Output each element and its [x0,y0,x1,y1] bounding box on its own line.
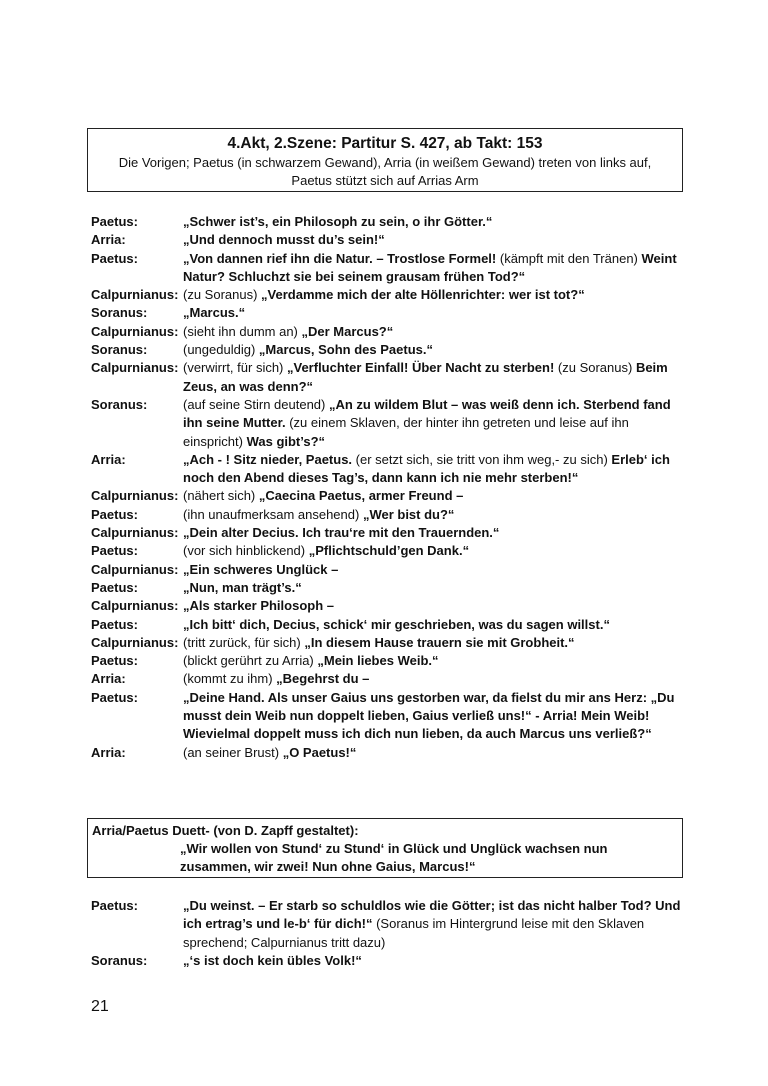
speaker-name: Paetus: [91,543,138,559]
speaker-name: Calpurnianus: [91,287,179,303]
dialogue-line [91,634,691,652]
speaker-name: Paetus: [91,898,138,913]
speaker-name: Paetus: [91,616,138,632]
spoken-text: „Verfluchter Einfall! Über Nacht zu sterben! [287,360,555,376]
speaker-name: Soranus: [91,305,148,321]
line-text [183,524,691,542]
speaker-name: Paetus: [91,579,138,595]
dialogue-line [91,359,691,396]
stage-direction: (auf seine Stirn deutend) [183,396,329,412]
dialogue-line [91,250,691,287]
duet-lyrics: „Wir wollen von Stund‘ zu Stund‘ in Glück und Unglück wachsen nun zusammen, wir zwei! Nun ohne Gaius, Marcus!“ [180,841,608,874]
stage-direction: (blickt gerührt zu Arria) [183,653,318,669]
spoken-text: „Marcus.“ [183,305,246,321]
dialogue-line [91,670,691,688]
speaker-name: Soranus: [91,952,148,968]
line-text [183,579,691,597]
speaker-name: Paetus: [91,506,138,522]
stage-direction: (kämpft mit den Tränen) [496,250,642,266]
speaker-name: Arria: [91,671,126,687]
stage-direction: (ihn unaufmerksam ansehend) [183,506,363,522]
spoken-text: „Nun, man trägt’s.“ [183,579,302,595]
speaker-name: Paetus: [91,653,138,669]
spoken-text: „‘s ist doch kein übles Volk!“ [183,952,362,968]
dialogue-line [91,616,691,634]
duet-title: Arria/Paetus Duett- (von D. Zapff gestaltet): [92,823,359,838]
speaker-name: Calpurnianus: [91,488,179,504]
dialogue-line [91,231,691,249]
spoken-text: Erleb‘ ich noch den Abend dieses Tag’s, dann kann ich nie mehr sterben!“ [183,451,670,486]
line-text [183,213,691,231]
speaker-name: Calpurnianus: [91,598,179,614]
line-text [183,952,691,970]
speaker-name: Arria: [91,232,126,248]
stage-direction: (nähert sich) [183,488,259,504]
line-text [183,634,691,652]
dialogue-line [91,506,691,524]
dialogue-line [91,323,691,341]
spoken-text: Beim Zeus, an was denn?“ [183,360,668,394]
spoken-text: „Schwer ist’s, ein Philosoph zu sein, o ihr Götter.“ [183,214,493,229]
spoken-text: „An zu wildem Blut – was weiß denn ich. Sterbend fand ihn seine Mutter. [183,396,671,431]
dialogue-line [91,597,691,615]
stage-direction: (zu einem Sklaven, der hinter ihn getreten und leise auf ihn einspricht) [183,415,629,449]
spoken-text: „Caecina Paetus, armer Freund – [258,488,464,504]
spoken-text: „Pflichtschuld’gen Dank.“ [308,543,470,559]
line-text [183,652,691,670]
line-text [183,689,691,744]
spoken-text: „Marcus, Sohn des Paetus.“ [258,342,433,358]
stage-direction: (an seiner Brust) [183,744,283,760]
line-text [183,616,691,634]
line-text [183,451,691,488]
dialogue-line [91,542,691,560]
dialogue-line [91,579,691,597]
spoken-text: „Und dennoch musst du’s sein!“ [183,232,385,248]
dialogue-line [91,689,691,744]
stage-direction: (ungeduldig) [183,342,259,358]
dialogue-line [91,304,691,322]
spoken-text: „Der Marcus?“ [301,323,394,339]
spoken-text: „Dein alter Decius. Ich trau‘re mit den Trauernden.“ [183,525,500,541]
speaker-name: Calpurnianus: [91,525,179,541]
dialogue-block-closing [91,897,691,970]
spoken-text: „Du weinst. – Er starb so schuldlos wie die Götter; ist das nicht halber Tod? Und ich ertrag’s und le-b‘ für dich!“ [183,898,681,932]
line-text [183,231,691,249]
scene-title: 4.Akt, 2.Szene: Partitur S. 427, ab Takt: 153 [227,135,543,152]
speaker-name: Soranus: [91,342,148,358]
dialogue-line [91,524,691,542]
spoken-text: „Von dannen rief ihn die Natur. – Trostlose Formel! [183,250,497,266]
speaker-name: Calpurnianus: [91,323,179,339]
stage-direction: (verwirrt, für sich) [183,360,287,376]
spoken-text: „Als starker Philosoph – [183,598,334,614]
speaker-name: Paetus: [91,250,138,266]
speaker-name: Paetus: [91,689,138,705]
dialogue-line [91,952,691,970]
line-text [183,304,691,322]
spoken-text: „Verdamme mich der alte Höllenrichter: wer ist tot?“ [261,287,585,303]
line-text [183,487,691,505]
spoken-text: „Ich bitt‘ dich, Decius, schick‘ mir geschrieben, was du sagen willst.“ [183,616,610,632]
dialogue-line [91,396,691,451]
speaker-name: Calpurnianus: [91,561,179,577]
line-text [183,396,691,451]
dialogue-line [91,744,691,762]
spoken-text: „Deine Hand. Als unser Gaius uns gestorben war, da fielst du mir ans Herz: „Du musst dein Weib nun doppelt lieben, Gaius verließ uns!“ - Arria! Mein Weib! Wievielmal doppelt muss ich dich nun lieben, da auch Marcus uns verließ?“ [183,689,675,742]
spoken-text: Was gibt’s?“ [246,433,326,449]
dialogue-line [91,897,691,952]
spoken-text: „In diesem Hause trauern sie mit Grobheit.“ [304,634,575,650]
spoken-text: „Ein schweres Unglück – [183,561,339,577]
speaker-name: Calpurnianus: [91,634,179,650]
duet-box [87,818,683,878]
spoken-text: „Wer bist du?“ [362,506,455,522]
stage-direction: (kommt zu ihm) [183,671,277,687]
stage-direction: (zu Soranus) [554,360,636,376]
speaker-name: Arria: [91,451,126,467]
line-text [183,341,691,359]
dialogue-line [91,487,691,505]
line-text [183,323,691,341]
dialogue-block-main [91,213,691,762]
dialogue-line [91,652,691,670]
stage-direction-line-2: Paetus stützt sich auf Arrias Arm [291,173,479,188]
line-text [183,597,691,615]
dialogue-line [91,286,691,304]
spoken-text: Weint Natur? Schluchzt sie bei seinem grausam frühen Tod?“ [183,250,677,284]
stage-direction-line-1: Die Vorigen; Paetus (in schwarzem Gewand), Arria (in weißem Gewand) treten von links auf, [118,155,652,170]
page-number: 21 [91,998,109,1015]
line-text [183,744,691,762]
line-text [183,561,691,579]
line-text [183,250,691,287]
stage-direction: (er setzt sich, sie tritt von ihm weg,- zu sich) [352,451,612,467]
speaker-name: Paetus: [91,214,138,229]
stage-direction: (zu Soranus) [183,287,262,303]
dialogue-line [91,451,691,488]
line-text [183,286,691,304]
stage-direction: (sieht ihn dumm an) [183,323,302,339]
line-text [183,670,691,688]
line-text [183,506,691,524]
stage-direction: (vor sich hinblickend) [183,543,309,559]
dialogue-line [91,561,691,579]
spoken-text: „Ach - ! Sitz nieder, Paetus. [183,451,353,467]
spoken-text: „O Paetus!“ [282,744,357,760]
stage-direction: (Soranus im Hintergrund leise mit den Sklaven sprechend; Calpurnianus tritt dazu) [183,916,645,950]
stage-direction: (tritt zurück, für sich) [183,634,305,650]
line-text [183,897,691,952]
spoken-text: „Mein liebes Weib.“ [317,653,439,669]
speaker-name: Soranus: [91,396,148,412]
scene-header-box [87,128,683,192]
dialogue-line [91,213,691,231]
line-text [183,542,691,560]
line-text [183,359,691,396]
dialogue-line [91,341,691,359]
spoken-text: „Begehrst du – [276,671,370,687]
speaker-name: Calpurnianus: [91,360,179,376]
speaker-name: Arria: [91,744,126,760]
